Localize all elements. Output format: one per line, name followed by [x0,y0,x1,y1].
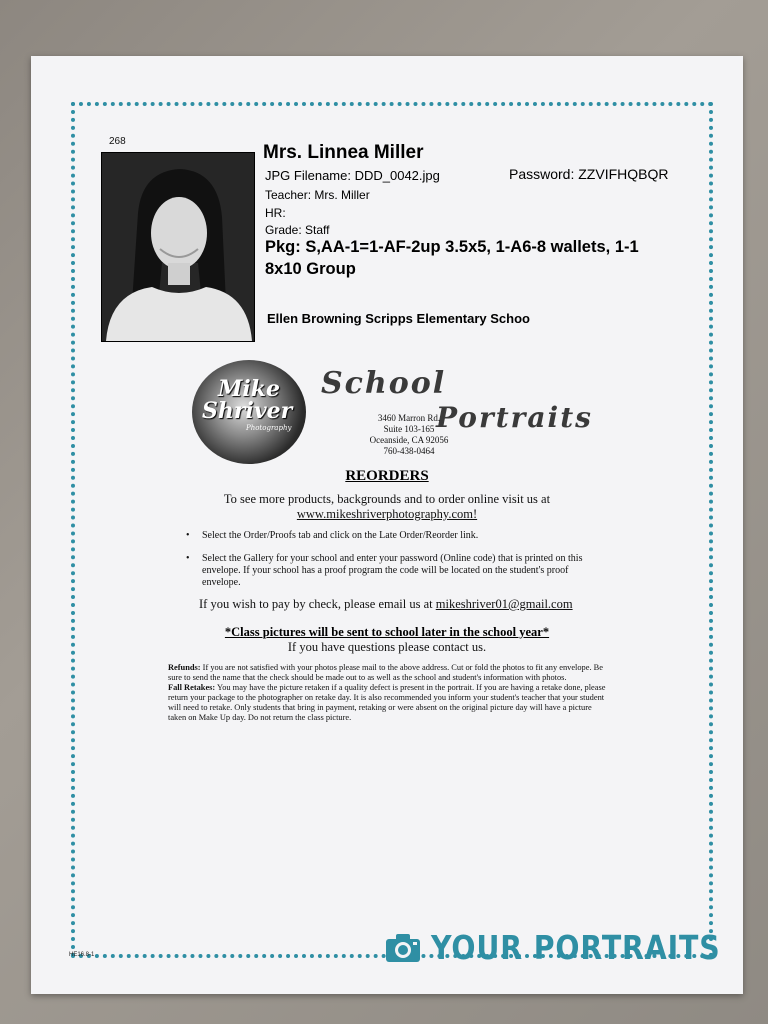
intro-text: To see more products, backgrounds and to order online visit us at [223,492,551,506]
refunds-paragraph [168,663,608,683]
check-text: If you wish to pay by check, please email us at [199,597,436,611]
logo-word-portraits: Portraits [436,401,593,434]
package-description: Pkg: S,AA-1=1-AF-2up 3.5x5, 1-A6-8 wallets, 1-1 8x10 Group [265,238,639,278]
logo-brand [202,378,292,422]
logo-brand-line1: Mike [218,376,280,402]
form-code: HE16.8-1 [69,952,95,958]
retakes-label: Fall Retakes: [168,683,216,692]
logo-brand-line2: Shriver [202,398,293,424]
refunds-text: If you are not satisfied with your photos please mail to the above address. Cut or fold the photos to fit any envelope. Be sure to send the name that the check should be made out to as well as the school and student's information with photos. [168,663,603,682]
teacher: Teacher: Mrs. Miller [265,188,370,202]
address-line: Suite 103-165 [383,424,435,434]
company-address [364,413,454,457]
subject-name: Mrs. Linnea Miller [263,142,424,163]
photo-number: 268 [109,136,126,147]
school-name: Ellen Browning Scripps Elementary Schoo [267,311,530,326]
brand-text: YOUR PORTRAITS [431,928,721,967]
order-sheet [31,56,743,994]
password: Password: ZZVIFHQBQR [509,166,669,182]
address-line: Oceanside, CA 92056 [369,435,449,445]
company-logo [186,356,593,466]
logo-sub: Photography [246,424,292,432]
class-pictures-note: *Class pictures will be sent to school later in the school year* [224,625,550,639]
homeroom: HR: [265,206,286,220]
pay-by-check [199,597,573,612]
email-link[interactable]: mikeshriver01@gmail.com [435,597,573,611]
logo-word-school: School [321,366,447,401]
reorders-heading: REORDERS [345,468,429,484]
jpg-filename: JPG Filename: DDD_0042.jpg [265,168,440,183]
reorders-intro [31,492,743,522]
website-link[interactable]: www.mikeshriverphotography.com! [296,507,478,521]
bullet-icon: • [186,530,190,541]
list-item [186,530,606,542]
instruction-list [186,530,606,600]
instruction-text: Select the Order/Proofs tab and click on the Late Order/Reorder link. [202,530,479,541]
list-item [186,553,606,589]
grade: Grade: Staff [265,223,330,237]
portrait-photo [101,152,255,342]
bullet-icon: • [186,553,190,564]
questions-text: If you have questions please contact us. [287,640,487,654]
your-portraits-brand [385,928,768,967]
fine-print [168,663,608,723]
retakes-paragraph [168,683,608,723]
retakes-text: You may have the picture retaken if a quality defect is present in the portrait. If you are having a retake done, please return your package to the photographer on retake day. It is also recommended you inform your student's teacher that your student will need to retake. Only students that bring in payment, retaking or were absent on the original picture day will have a picture taken on Make Up day. Do not return the class picture. [168,683,606,722]
phone-number: 760-438-0464 [383,446,435,456]
camera-icon [385,933,421,963]
address-line: 3460 Marron Rd. [377,413,441,423]
refunds-label: Refunds: [168,663,201,672]
instruction-text: Select the Gallery for your school and enter your password (Online code) that is printed on this envelope. If your school has a proof program the code will be located on the student's proof envelope. [202,553,583,588]
